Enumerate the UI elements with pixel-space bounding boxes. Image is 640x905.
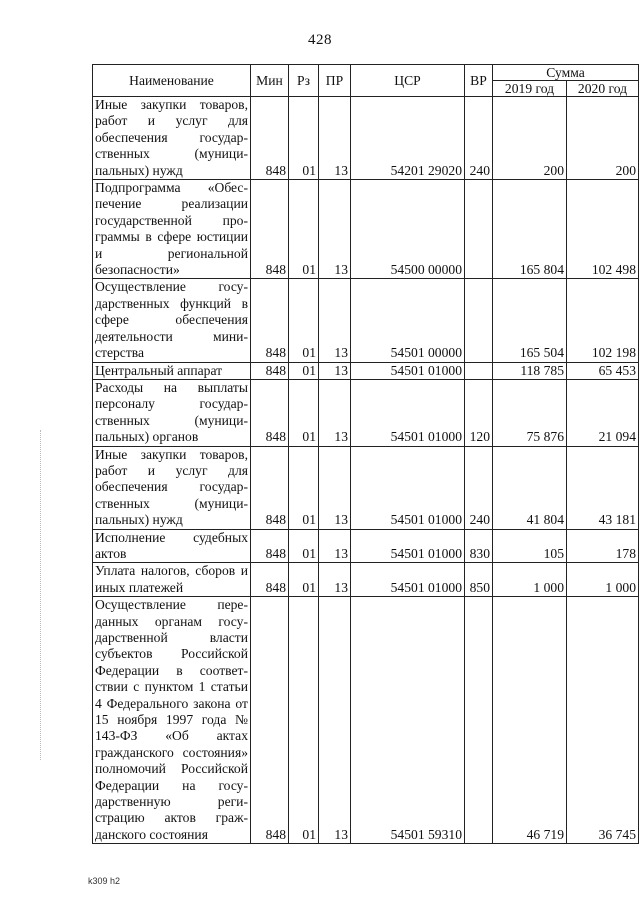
- row-min: 848: [251, 97, 289, 180]
- row-pr: 13: [319, 279, 351, 362]
- row-min: 848: [251, 597, 289, 844]
- header-vr: ВР: [465, 65, 493, 97]
- row-name: Иные закупки товаров, работ и услуг для обеспечения государственных (муниципальных) нужд: [93, 97, 251, 180]
- row-vr: 120: [465, 379, 493, 446]
- row-name: Подпрограмма «Обеспечение реализации государственной программы в сфере юстиции и региональной безопасности»: [93, 180, 251, 279]
- row-2020: 102 198: [567, 279, 639, 362]
- header-name: Наименование: [93, 65, 251, 97]
- row-pr: 13: [319, 563, 351, 597]
- row-2020: 36 745: [567, 597, 639, 844]
- table-row: [93, 446, 639, 529]
- row-rz: 01: [289, 379, 319, 446]
- row-name: Иные закупки товаров, работ и услуг для обеспечения государственных (муниципальных) нужд: [93, 446, 251, 529]
- table-row: [93, 597, 639, 844]
- row-2019: 1 000: [493, 563, 567, 597]
- row-rz: 01: [289, 97, 319, 180]
- header-pr: ПР: [319, 65, 351, 97]
- footer-code: k309 h2: [88, 876, 121, 886]
- row-2020: 178: [567, 529, 639, 563]
- row-name: Расходы на выплаты персоналу государственных (муниципальных) органов: [93, 379, 251, 446]
- row-rz: 01: [289, 279, 319, 362]
- row-2019: 41 804: [493, 446, 567, 529]
- row-vr: [465, 362, 493, 379]
- header-csr: ЦСР: [351, 65, 465, 97]
- row-rz: 01: [289, 180, 319, 279]
- row-pr: 13: [319, 529, 351, 563]
- row-2020: 200: [567, 97, 639, 180]
- table-row: [93, 379, 639, 446]
- header-year-2020: 2020 год: [567, 81, 639, 97]
- row-name: Осуществление государственных функций в сфере обеспечения деятельности министерства: [93, 279, 251, 362]
- row-name: Центральный аппарат: [93, 362, 251, 379]
- table-row: [93, 97, 639, 180]
- row-min: 848: [251, 379, 289, 446]
- header-min: Мин: [251, 65, 289, 97]
- row-csr: 54500 00000: [351, 180, 465, 279]
- row-min: 848: [251, 446, 289, 529]
- budget-table: [92, 64, 639, 844]
- page-number: 428: [308, 32, 332, 48]
- row-2019: 75 876: [493, 379, 567, 446]
- row-rz: 01: [289, 362, 319, 379]
- row-2019: 165 804: [493, 180, 567, 279]
- row-2020: 43 181: [567, 446, 639, 529]
- table-row: [93, 180, 639, 279]
- row-min: 848: [251, 362, 289, 379]
- row-vr: 240: [465, 446, 493, 529]
- row-vr: 850: [465, 563, 493, 597]
- row-2020: 102 498: [567, 180, 639, 279]
- header-year-2019: 2019 год: [493, 81, 567, 97]
- row-name: Осуществление переданных органам государственной власти субъектов Российской Федерации в соответствии с пунктом 1 статьи 4 Федерального закона от 15 ноября 1997 года № 143-ФЗ «Об актах гражданского состояния» полномочий Российской Федерации на государственную регистрацию актов гражданского состояния: [93, 597, 251, 844]
- row-csr: 54501 00000: [351, 279, 465, 362]
- row-rz: 01: [289, 563, 319, 597]
- row-pr: 13: [319, 379, 351, 446]
- row-vr: [465, 279, 493, 362]
- row-min: 848: [251, 279, 289, 362]
- table-row: [93, 563, 639, 597]
- row-csr: 54501 01000: [351, 446, 465, 529]
- row-csr: 54201 29020: [351, 97, 465, 180]
- row-2020: 1 000: [567, 563, 639, 597]
- table-row: [93, 362, 639, 379]
- row-2020: 65 453: [567, 362, 639, 379]
- row-2019: 118 785: [493, 362, 567, 379]
- row-min: 848: [251, 180, 289, 279]
- margin-mark: [40, 430, 42, 760]
- row-csr: 54501 01000: [351, 362, 465, 379]
- row-2019: 165 504: [493, 279, 567, 362]
- row-pr: 13: [319, 97, 351, 180]
- row-csr: 54501 01000: [351, 529, 465, 563]
- header-sum: Сумма: [493, 65, 639, 81]
- row-csr: 54501 01000: [351, 563, 465, 597]
- row-2019: 200: [493, 97, 567, 180]
- row-vr: 240: [465, 97, 493, 180]
- row-name: Уплата налогов, сборов и иных платежей: [93, 563, 251, 597]
- row-pr: 13: [319, 446, 351, 529]
- row-min: 848: [251, 529, 289, 563]
- row-rz: 01: [289, 446, 319, 529]
- row-vr: [465, 180, 493, 279]
- row-2019: 46 719: [493, 597, 567, 844]
- row-csr: 54501 59310: [351, 597, 465, 844]
- row-vr: 830: [465, 529, 493, 563]
- row-pr: 13: [319, 597, 351, 844]
- row-2019: 105: [493, 529, 567, 563]
- row-name: Исполнение судебных актов: [93, 529, 251, 563]
- row-min: 848: [251, 563, 289, 597]
- row-pr: 13: [319, 180, 351, 279]
- row-csr: 54501 01000: [351, 379, 465, 446]
- row-pr: 13: [319, 362, 351, 379]
- row-vr: [465, 597, 493, 844]
- row-rz: 01: [289, 529, 319, 563]
- row-rz: 01: [289, 597, 319, 844]
- table-row: [93, 279, 639, 362]
- row-2020: 21 094: [567, 379, 639, 446]
- table-row: [93, 529, 639, 563]
- header-rz: Рз: [289, 65, 319, 97]
- header-row: [93, 65, 639, 81]
